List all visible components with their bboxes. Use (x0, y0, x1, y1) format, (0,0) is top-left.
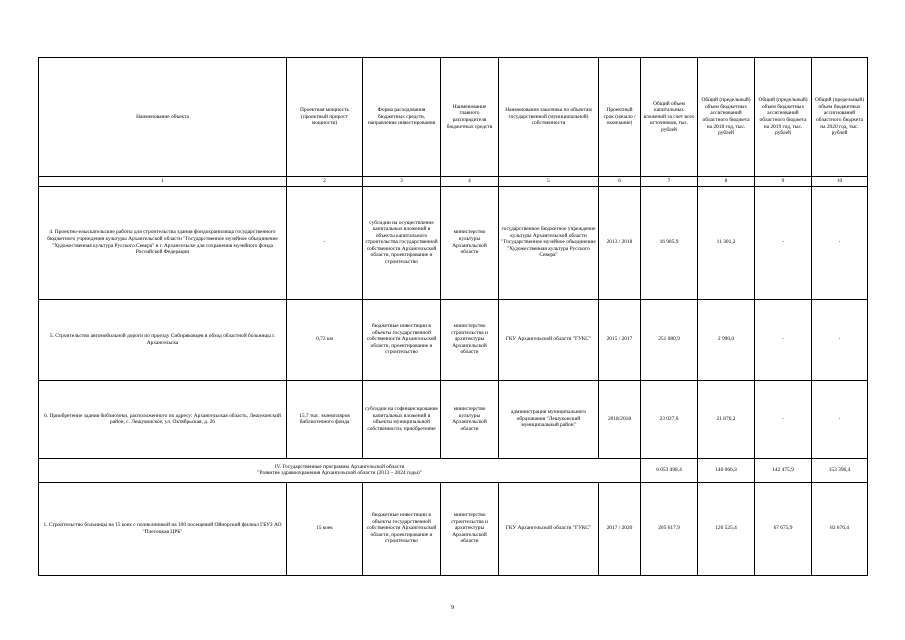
budget-2018: 21 876,2 (698, 380, 755, 458)
total-investment: 23 027,6 (641, 380, 698, 458)
column-number: 6 (599, 177, 641, 187)
column-number: 9 (755, 177, 812, 187)
budget-2019: - (755, 380, 812, 458)
header-cell: Общий (предельный) объем бюджетных ассигнований областного бюджета на 2020 год, тыс. рублей (812, 58, 868, 177)
budget-manager: министерство культуры Архангельской области (441, 380, 499, 458)
budget-2019: 67 675,9 (755, 482, 812, 575)
customer: государственное бюджетное учреждение культуры Архангельской области "Государственное музейное объединение "Художественная культура Русского Севера" (499, 186, 599, 299)
total-investment: 16 985,9 (641, 186, 698, 299)
header-cell: Наименование объекта (39, 58, 287, 177)
column-number: 7 (641, 177, 698, 187)
budget-2020: - (812, 380, 868, 458)
column-number: 2 (287, 177, 363, 187)
budget-2018: 2 990,0 (698, 299, 755, 380)
customer: ГКУ Архангельской области "ГУКС" (499, 299, 599, 380)
section-total: 6 053 498,4 (641, 458, 698, 482)
capacity: 0,72 км (287, 299, 363, 380)
header-cell: Наименование заказчика по объектам государственной (муниципальной) собственности (499, 58, 599, 177)
column-number: 3 (363, 177, 441, 187)
section-2019: 142 475,9 (755, 458, 812, 482)
column-number: 10 (812, 177, 868, 187)
budget-2019: - (755, 186, 812, 299)
budget-2019: - (755, 299, 812, 380)
budget-manager: министерство культуры Архангельской области (441, 186, 499, 299)
column-number-row (39, 177, 868, 187)
expenditure-form: бюджетные инвестиции в объекты государственной собственности Архангельской области, проектирование и строительство (363, 299, 441, 380)
section-row (39, 458, 868, 482)
expenditure-form: субсидии на осуществление капитальных вложений в объекты капитального строительства государственной собственности Архангельской области, проектирование и строительство (363, 186, 441, 299)
total-investment: 205 617,9 (641, 482, 698, 575)
header-cell: Общий (предельный) объем бюджетных ассигнований областного бюджета на 2018 год, тыс. рублей (698, 58, 755, 177)
section-title: IV. Государственные программы Архангельской области (274, 463, 405, 470)
budget-2020: 83 676,4 (812, 482, 868, 575)
header-cell: Проектная мощность (проектный прирост мощности) (287, 58, 363, 177)
budget-2018: 120 525,4 (698, 482, 755, 575)
column-number: 5 (499, 177, 599, 187)
column-number: 4 (441, 177, 499, 187)
budget-2020: - (812, 186, 868, 299)
table-row (39, 299, 868, 380)
budget-manager: министерство строительства и архитектуры Архангельской области (441, 482, 499, 575)
budget-manager: министерство строительства и архитектуры Архангельской области (441, 299, 499, 380)
budget-2018: 11 301,2 (698, 186, 755, 299)
section-2020: 153 396,4 (812, 458, 868, 482)
page-number: 9 (451, 605, 454, 611)
capacity: 15,7 тыс. экземпляров библиотечного фонда (287, 380, 363, 458)
customer: администрация муниципального образования "Лешуконский муниципальный район" (499, 380, 599, 458)
project-term: 2013 / 2018 (599, 186, 641, 299)
object-name: 5. Строительство автомобильной дороги по проезду Сибиряковцев в обход областной больницы г. Архангельска (39, 299, 287, 380)
header-cell: Общий (предельный) объем бюджетных ассигнований областного бюджета на 2019 год, тыс. рублей (755, 58, 812, 177)
table-header-row (39, 58, 868, 177)
object-name: 4. Проектно-изыскательские работы для строительства здания фондохранилища государственного бюджетного учреждения культуры Архангельской области "Государственное музейное объединение "Художественная культура Русского Севера" в г. Архангельске для сохранения музейного фонда Российской Федерации (39, 186, 287, 299)
object-name: 1. Строительство больницы на 15 коек с поликлиникой на 100 посещений Ойнорский филиал ГБУЗ АО "Плесецкая ЦРБ" (39, 482, 287, 575)
column-number: 1 (39, 177, 287, 187)
expenditure-form: субсидии на софинансирование капитальных вложений в объекты муниципальной собственности, приобретение (363, 380, 441, 458)
column-number: 8 (698, 177, 755, 187)
section-2018: 140 066,3 (698, 458, 755, 482)
section-subtitle: "Развитие здравоохранения Архангельской области (2013 – 2024 годы)" (257, 470, 422, 477)
capacity: - (287, 186, 363, 299)
customer: ГКУ Архангельской области "ГУКС" (499, 482, 599, 575)
header-cell: Проектный срок (начало / окончание) (599, 58, 641, 177)
header-cell: Форма расходования бюджетных средств, направление инвестирования (363, 58, 441, 177)
total-investment: 251 080,9 (641, 299, 698, 380)
header-cell: Общий объем капитальных вложений за счет всех источников, тыс. рублей (641, 58, 698, 177)
section-title-cell (39, 458, 641, 482)
header-cell: Наименование главного распорядителя бюджетных средств (441, 58, 499, 177)
project-term: 2018/2018 (599, 380, 641, 458)
capacity: 15 коек (287, 482, 363, 575)
expenditure-form: бюджетные инвестиции в объекты государственной собственности Архангельской области, проектирование и строительство (363, 482, 441, 575)
project-term: 2017 / 2020 (599, 482, 641, 575)
object-name: 6. Приобретение здания библиотеки, расположенного по адресу: Архангельская область, Лешуконский район, с. Лешуконское, ул. Октябрьская, д. 26 (39, 380, 287, 458)
capital-investments-table (38, 57, 868, 576)
budget-2020: - (812, 299, 868, 380)
project-term: 2015 / 2017 (599, 299, 641, 380)
table-row (39, 380, 868, 458)
table-row (39, 482, 868, 575)
table-row (39, 186, 868, 299)
